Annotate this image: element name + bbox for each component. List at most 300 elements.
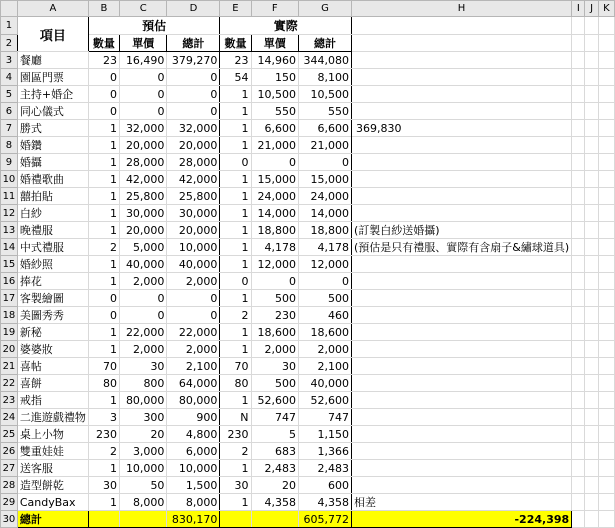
empty-cell[interactable] <box>351 52 571 69</box>
empty-cell[interactable] <box>598 511 614 528</box>
item-name[interactable]: 戒指 <box>17 392 88 409</box>
estimate-unit-price[interactable]: 40,000 <box>119 256 166 273</box>
side-note-value[interactable]: 369,830 <box>351 120 571 137</box>
row-header-4[interactable]: 4 <box>1 69 18 86</box>
actual-qty[interactable]: 1 <box>220 137 251 154</box>
row-header-26[interactable]: 26 <box>1 443 18 460</box>
estimate-qty[interactable]: 0 <box>88 86 119 103</box>
estimate-unit-price[interactable]: 0 <box>119 86 166 103</box>
estimate-total[interactable]: 4,800 <box>167 426 220 443</box>
empty-cell[interactable] <box>572 511 585 528</box>
empty-cell[interactable] <box>585 290 598 307</box>
estimate-total[interactable]: 2,000 <box>167 341 220 358</box>
empty-cell[interactable] <box>598 324 614 341</box>
estimate-unit-price[interactable]: 0 <box>119 290 166 307</box>
row-header-2[interactable]: 2 <box>1 35 18 52</box>
estimate-unit-price[interactable]: 80,000 <box>119 392 166 409</box>
empty-cell[interactable] <box>351 69 571 86</box>
actual-unit-price[interactable]: 30 <box>251 358 298 375</box>
empty-cell[interactable] <box>598 239 614 256</box>
note-line-2[interactable]: (預估是只有禮服、實際有含扇子&繡球道具) <box>351 239 571 256</box>
item-name[interactable]: 二進遊戲禮物 <box>17 409 88 426</box>
empty-cell[interactable] <box>572 137 585 154</box>
item-name[interactable]: 勝式 <box>17 120 88 137</box>
empty-cell[interactable] <box>585 375 598 392</box>
column-header-E[interactable]: E <box>220 1 251 17</box>
actual-total[interactable]: 18,600 <box>299 324 352 341</box>
actual-unit-price[interactable]: 20 <box>251 477 298 494</box>
empty-cell[interactable] <box>572 494 585 511</box>
estimate-unit-price[interactable]: 30,000 <box>119 205 166 222</box>
empty-cell[interactable] <box>585 307 598 324</box>
estimate-qty[interactable]: 1 <box>88 494 119 511</box>
item-name[interactable]: 婚鑽 <box>17 137 88 154</box>
empty-cell[interactable] <box>598 17 614 35</box>
row-header-11[interactable]: 11 <box>1 188 18 205</box>
empty-cell[interactable] <box>585 120 598 137</box>
estimate-unit-price[interactable]: 300 <box>119 409 166 426</box>
estimate-unit-price[interactable]: 50 <box>119 477 166 494</box>
actual-qty[interactable]: 1 <box>220 205 251 222</box>
actual-unit-price[interactable]: 2,483 <box>251 460 298 477</box>
empty-cell[interactable] <box>572 52 585 69</box>
empty-cell[interactable] <box>598 341 614 358</box>
empty-cell[interactable] <box>572 188 585 205</box>
actual-total[interactable]: 0 <box>299 154 352 171</box>
empty-cell[interactable] <box>572 35 585 52</box>
estimate-total[interactable]: 10,000 <box>167 239 220 256</box>
item-name[interactable]: 捧花 <box>17 273 88 290</box>
empty-cell[interactable] <box>572 324 585 341</box>
empty-cell[interactable] <box>598 256 614 273</box>
empty-cell[interactable] <box>351 307 571 324</box>
empty-cell[interactable] <box>572 205 585 222</box>
empty-cell[interactable] <box>251 511 298 528</box>
item-name[interactable]: 桌上小物 <box>17 426 88 443</box>
empty-cell[interactable] <box>572 392 585 409</box>
item-name[interactable]: CandyBax <box>17 494 88 511</box>
row-header-19[interactable]: 19 <box>1 324 18 341</box>
row-header-12[interactable]: 12 <box>1 205 18 222</box>
actual-total[interactable]: 6,600 <box>299 120 352 137</box>
empty-cell[interactable] <box>598 69 614 86</box>
empty-cell[interactable] <box>598 477 614 494</box>
estimate-total[interactable]: 25,800 <box>167 188 220 205</box>
empty-cell[interactable] <box>572 256 585 273</box>
item-name[interactable]: 婚紗照 <box>17 256 88 273</box>
item-name[interactable]: 客製繪圖 <box>17 290 88 307</box>
estimate-qty[interactable]: 0 <box>88 103 119 120</box>
actual-qty[interactable]: 0 <box>220 154 251 171</box>
actual-unit-price[interactable]: 18,800 <box>251 222 298 239</box>
row-header-6[interactable]: 6 <box>1 103 18 120</box>
column-header-F[interactable]: F <box>251 1 298 17</box>
empty-cell[interactable] <box>351 17 571 35</box>
empty-cell[interactable] <box>598 120 614 137</box>
item-name[interactable]: 婆婆妝 <box>17 341 88 358</box>
row-header-21[interactable]: 21 <box>1 358 18 375</box>
actual-total[interactable]: 40,000 <box>299 375 352 392</box>
estimate-total[interactable]: 80,000 <box>167 392 220 409</box>
item-name[interactable]: 雙重娃娃 <box>17 443 88 460</box>
actual-unit-price[interactable]: 21,000 <box>251 137 298 154</box>
estimate-total[interactable]: 0 <box>167 69 220 86</box>
estimate-qty[interactable]: 2 <box>88 443 119 460</box>
estimate-qty[interactable]: 1 <box>88 154 119 171</box>
empty-cell[interactable] <box>598 375 614 392</box>
actual-unit-price[interactable]: 500 <box>251 375 298 392</box>
estimate-unit-price[interactable]: 16,490 <box>119 52 166 69</box>
empty-cell[interactable] <box>572 69 585 86</box>
column-header-A[interactable]: A <box>17 1 88 17</box>
empty-cell[interactable] <box>572 426 585 443</box>
column-header-D[interactable]: D <box>167 1 220 17</box>
actual-unit-price[interactable]: 500 <box>251 290 298 307</box>
estimate-total[interactable]: 900 <box>167 409 220 426</box>
estimate-total[interactable]: 379,270 <box>167 52 220 69</box>
actual-total[interactable]: 18,800 <box>299 222 352 239</box>
column-header-B[interactable]: B <box>88 1 119 17</box>
estimate-qty[interactable]: 80 <box>88 375 119 392</box>
empty-cell[interactable] <box>572 273 585 290</box>
estimate-total[interactable]: 40,000 <box>167 256 220 273</box>
empty-cell[interactable] <box>585 256 598 273</box>
actual-total[interactable]: 2,000 <box>299 341 352 358</box>
column-header-G[interactable]: G <box>299 1 352 17</box>
actual-total[interactable]: 52,600 <box>299 392 352 409</box>
estimate-total[interactable]: 0 <box>167 86 220 103</box>
empty-cell[interactable] <box>351 443 571 460</box>
actual-qty[interactable]: 1 <box>220 103 251 120</box>
estimate-total[interactable]: 8,000 <box>167 494 220 511</box>
item-name[interactable]: 晚禮服 <box>17 222 88 239</box>
estimate-qty[interactable]: 1 <box>88 188 119 205</box>
actual-total[interactable]: 550 <box>299 103 352 120</box>
actual-total[interactable]: 14,000 <box>299 205 352 222</box>
empty-cell[interactable] <box>585 205 598 222</box>
actual-qty[interactable]: 23 <box>220 52 251 69</box>
actual-total[interactable]: 24,000 <box>299 188 352 205</box>
empty-cell[interactable] <box>351 460 571 477</box>
row-header-16[interactable]: 16 <box>1 273 18 290</box>
actual-unit-price[interactable]: 24,000 <box>251 188 298 205</box>
row-header-22[interactable]: 22 <box>1 375 18 392</box>
row-header-3[interactable]: 3 <box>1 52 18 69</box>
empty-cell[interactable] <box>351 256 571 273</box>
row-header-27[interactable]: 27 <box>1 460 18 477</box>
empty-cell[interactable] <box>598 494 614 511</box>
column-header-C[interactable]: C <box>119 1 166 17</box>
empty-cell[interactable] <box>351 35 571 52</box>
empty-cell[interactable] <box>572 120 585 137</box>
item-name[interactable]: 餐廳 <box>17 52 88 69</box>
item-name[interactable]: 送客服 <box>17 460 88 477</box>
item-name[interactable]: 美圖秀秀 <box>17 307 88 324</box>
actual-qty[interactable]: 1 <box>220 256 251 273</box>
empty-cell[interactable] <box>598 35 614 52</box>
item-name[interactable]: 喜帖 <box>17 358 88 375</box>
empty-cell[interactable] <box>598 307 614 324</box>
row-header-7[interactable]: 7 <box>1 120 18 137</box>
empty-cell[interactable] <box>598 460 614 477</box>
difference-label[interactable]: 相差 <box>351 494 571 511</box>
estimate-qty[interactable]: 0 <box>88 307 119 324</box>
estimate-total[interactable]: 2,100 <box>167 358 220 375</box>
empty-cell[interactable] <box>598 103 614 120</box>
actual-unit-price[interactable]: 230 <box>251 307 298 324</box>
estimate-qty[interactable]: 30 <box>88 477 119 494</box>
actual-total[interactable]: 344,080 <box>299 52 352 69</box>
difference-value[interactable]: -224,398 <box>351 511 571 528</box>
estimate-total[interactable]: 28,000 <box>167 154 220 171</box>
item-name[interactable]: 喜餅 <box>17 375 88 392</box>
actual-unit-price[interactable]: 4,178 <box>251 239 298 256</box>
row-header-30[interactable]: 30 <box>1 511 18 528</box>
empty-cell[interactable] <box>351 358 571 375</box>
item-name[interactable]: 主持+婚企 <box>17 86 88 103</box>
actual-unit-price[interactable]: 550 <box>251 103 298 120</box>
row-header-24[interactable]: 24 <box>1 409 18 426</box>
estimate-unit-price[interactable]: 5,000 <box>119 239 166 256</box>
empty-cell[interactable] <box>351 188 571 205</box>
actual-total[interactable]: 747 <box>299 409 352 426</box>
empty-cell[interactable] <box>351 341 571 358</box>
empty-cell[interactable] <box>572 375 585 392</box>
empty-cell[interactable] <box>585 460 598 477</box>
actual-total[interactable]: 2,483 <box>299 460 352 477</box>
estimate-total[interactable]: 0 <box>167 290 220 307</box>
estimate-unit-price[interactable]: 0 <box>119 307 166 324</box>
actual-total[interactable]: 21,000 <box>299 137 352 154</box>
estimate-qty[interactable]: 3 <box>88 409 119 426</box>
row-header-20[interactable]: 20 <box>1 341 18 358</box>
empty-cell[interactable] <box>585 239 598 256</box>
empty-cell[interactable] <box>585 443 598 460</box>
row-header-29[interactable]: 29 <box>1 494 18 511</box>
actual-qty[interactable]: 0 <box>220 273 251 290</box>
actual-unit-price[interactable]: 150 <box>251 69 298 86</box>
empty-cell[interactable] <box>585 154 598 171</box>
estimate-qty[interactable]: 70 <box>88 358 119 375</box>
empty-cell[interactable] <box>572 222 585 239</box>
empty-cell[interactable] <box>598 426 614 443</box>
empty-cell[interactable] <box>351 137 571 154</box>
empty-cell[interactable] <box>351 205 571 222</box>
empty-cell[interactable] <box>585 17 598 35</box>
empty-cell[interactable] <box>585 341 598 358</box>
actual-total[interactable]: 500 <box>299 290 352 307</box>
actual-total[interactable]: 12,000 <box>299 256 352 273</box>
actual-qty[interactable]: 1 <box>220 86 251 103</box>
empty-cell[interactable] <box>572 341 585 358</box>
empty-cell[interactable] <box>351 324 571 341</box>
estimate-total[interactable]: 42,000 <box>167 171 220 188</box>
empty-cell[interactable] <box>585 69 598 86</box>
estimate-qty[interactable]: 0 <box>88 69 119 86</box>
corner-cell[interactable] <box>1 1 18 17</box>
actual-qty[interactable]: 54 <box>220 69 251 86</box>
estimate-unit-price[interactable]: 2,000 <box>119 273 166 290</box>
estimate-total[interactable]: 6,000 <box>167 443 220 460</box>
actual-total[interactable]: 1,150 <box>299 426 352 443</box>
empty-cell[interactable] <box>585 494 598 511</box>
estimate-unit-price[interactable]: 32,000 <box>119 120 166 137</box>
empty-cell[interactable] <box>585 426 598 443</box>
estimate-qty[interactable]: 1 <box>88 205 119 222</box>
item-name[interactable]: 同心儀式 <box>17 103 88 120</box>
empty-cell[interactable] <box>572 103 585 120</box>
empty-cell[interactable] <box>572 443 585 460</box>
empty-cell[interactable] <box>585 409 598 426</box>
note-line-1[interactable]: (訂製白紗送婚攝) <box>351 222 571 239</box>
actual-unit-price[interactable]: 15,000 <box>251 171 298 188</box>
actual-unit-price[interactable]: 6,600 <box>251 120 298 137</box>
empty-cell[interactable] <box>585 171 598 188</box>
empty-cell[interactable] <box>585 86 598 103</box>
estimate-qty[interactable]: 1 <box>88 460 119 477</box>
estimate-total[interactable]: 22,000 <box>167 324 220 341</box>
empty-cell[interactable] <box>585 358 598 375</box>
row-header-9[interactable]: 9 <box>1 154 18 171</box>
empty-cell[interactable] <box>351 171 571 188</box>
empty-cell[interactable] <box>572 307 585 324</box>
actual-unit-price[interactable]: 14,000 <box>251 205 298 222</box>
empty-cell[interactable] <box>598 358 614 375</box>
estimate-qty[interactable]: 1 <box>88 171 119 188</box>
empty-cell[interactable] <box>351 426 571 443</box>
actual-unit-price[interactable]: 14,960 <box>251 52 298 69</box>
empty-cell[interactable] <box>351 392 571 409</box>
actual-grand-total[interactable]: 605,772 <box>299 511 352 528</box>
empty-cell[interactable] <box>598 52 614 69</box>
actual-unit-price[interactable]: 0 <box>251 273 298 290</box>
actual-qty[interactable]: 70 <box>220 358 251 375</box>
empty-cell[interactable] <box>351 273 571 290</box>
actual-qty[interactable]: 230 <box>220 426 251 443</box>
empty-cell[interactable] <box>598 86 614 103</box>
actual-unit-price[interactable]: 747 <box>251 409 298 426</box>
empty-cell[interactable] <box>572 86 585 103</box>
estimate-qty[interactable]: 1 <box>88 222 119 239</box>
estimate-unit-price[interactable]: 42,000 <box>119 171 166 188</box>
empty-cell[interactable] <box>572 171 585 188</box>
actual-total[interactable]: 0 <box>299 273 352 290</box>
estimate-qty[interactable]: 0 <box>88 290 119 307</box>
estimate-qty[interactable]: 1 <box>88 120 119 137</box>
actual-unit-price[interactable]: 18,600 <box>251 324 298 341</box>
row-header-10[interactable]: 10 <box>1 171 18 188</box>
empty-cell[interactable] <box>598 205 614 222</box>
empty-cell[interactable] <box>598 290 614 307</box>
estimate-qty[interactable]: 1 <box>88 341 119 358</box>
empty-cell[interactable] <box>585 52 598 69</box>
estimate-qty[interactable]: 2 <box>88 239 119 256</box>
actual-unit-price[interactable]: 12,000 <box>251 256 298 273</box>
empty-cell[interactable] <box>598 222 614 239</box>
actual-unit-price[interactable]: 5 <box>251 426 298 443</box>
estimate-total[interactable]: 20,000 <box>167 137 220 154</box>
empty-cell[interactable] <box>598 443 614 460</box>
estimate-unit-price[interactable]: 20,000 <box>119 137 166 154</box>
actual-total[interactable]: 4,178 <box>299 239 352 256</box>
actual-total[interactable]: 10,500 <box>299 86 352 103</box>
estimate-unit-price[interactable]: 10,000 <box>119 460 166 477</box>
row-header-23[interactable]: 23 <box>1 392 18 409</box>
estimate-unit-price[interactable]: 0 <box>119 103 166 120</box>
actual-total[interactable]: 600 <box>299 477 352 494</box>
empty-cell[interactable] <box>572 239 585 256</box>
row-header-8[interactable]: 8 <box>1 137 18 154</box>
estimate-qty[interactable]: 1 <box>88 392 119 409</box>
item-name[interactable]: 婚禮歌曲 <box>17 171 88 188</box>
actual-total[interactable]: 8,100 <box>299 69 352 86</box>
empty-cell[interactable] <box>598 171 614 188</box>
empty-cell[interactable] <box>598 409 614 426</box>
row-header-15[interactable]: 15 <box>1 256 18 273</box>
actual-qty[interactable]: 1 <box>220 239 251 256</box>
empty-cell[interactable] <box>88 511 119 528</box>
actual-total[interactable]: 1,366 <box>299 443 352 460</box>
estimate-unit-price[interactable]: 800 <box>119 375 166 392</box>
estimate-unit-price[interactable]: 0 <box>119 69 166 86</box>
estimate-unit-price[interactable]: 8,000 <box>119 494 166 511</box>
item-name[interactable]: 白紗 <box>17 205 88 222</box>
actual-unit-price[interactable]: 2,000 <box>251 341 298 358</box>
estimate-qty[interactable]: 23 <box>88 52 119 69</box>
actual-qty[interactable]: 2 <box>220 307 251 324</box>
empty-cell[interactable] <box>572 409 585 426</box>
estimate-unit-price[interactable]: 20 <box>119 426 166 443</box>
estimate-qty[interactable]: 1 <box>88 256 119 273</box>
actual-qty[interactable]: 2 <box>220 443 251 460</box>
empty-cell[interactable] <box>351 409 571 426</box>
empty-cell[interactable] <box>572 358 585 375</box>
empty-cell[interactable] <box>119 511 166 528</box>
estimate-unit-price[interactable]: 30 <box>119 358 166 375</box>
column-header-J[interactable]: J <box>585 1 598 17</box>
actual-qty[interactable]: 1 <box>220 290 251 307</box>
row-header-18[interactable]: 18 <box>1 307 18 324</box>
actual-qty[interactable]: 80 <box>220 375 251 392</box>
row-header-13[interactable]: 13 <box>1 222 18 239</box>
empty-cell[interactable] <box>585 35 598 52</box>
empty-cell[interactable] <box>572 477 585 494</box>
empty-cell[interactable] <box>585 188 598 205</box>
estimate-total[interactable]: 0 <box>167 103 220 120</box>
empty-cell[interactable] <box>598 188 614 205</box>
estimate-qty[interactable]: 1 <box>88 324 119 341</box>
row-header-5[interactable]: 5 <box>1 86 18 103</box>
empty-cell[interactable] <box>585 324 598 341</box>
empty-cell[interactable] <box>598 137 614 154</box>
empty-cell[interactable] <box>351 477 571 494</box>
estimate-total[interactable]: 1,500 <box>167 477 220 494</box>
empty-cell[interactable] <box>585 273 598 290</box>
estimate-total[interactable]: 30,000 <box>167 205 220 222</box>
empty-cell[interactable] <box>585 103 598 120</box>
estimate-unit-price[interactable]: 22,000 <box>119 324 166 341</box>
empty-cell[interactable] <box>572 460 585 477</box>
row-header-25[interactable]: 25 <box>1 426 18 443</box>
estimate-grand-total[interactable]: 830,170 <box>167 511 220 528</box>
empty-cell[interactable] <box>585 392 598 409</box>
actual-unit-price[interactable]: 683 <box>251 443 298 460</box>
estimate-unit-price[interactable]: 20,000 <box>119 222 166 239</box>
item-name[interactable]: 園區門票 <box>17 69 88 86</box>
actual-total[interactable]: 15,000 <box>299 171 352 188</box>
empty-cell[interactable] <box>598 154 614 171</box>
estimate-total[interactable]: 10,000 <box>167 460 220 477</box>
